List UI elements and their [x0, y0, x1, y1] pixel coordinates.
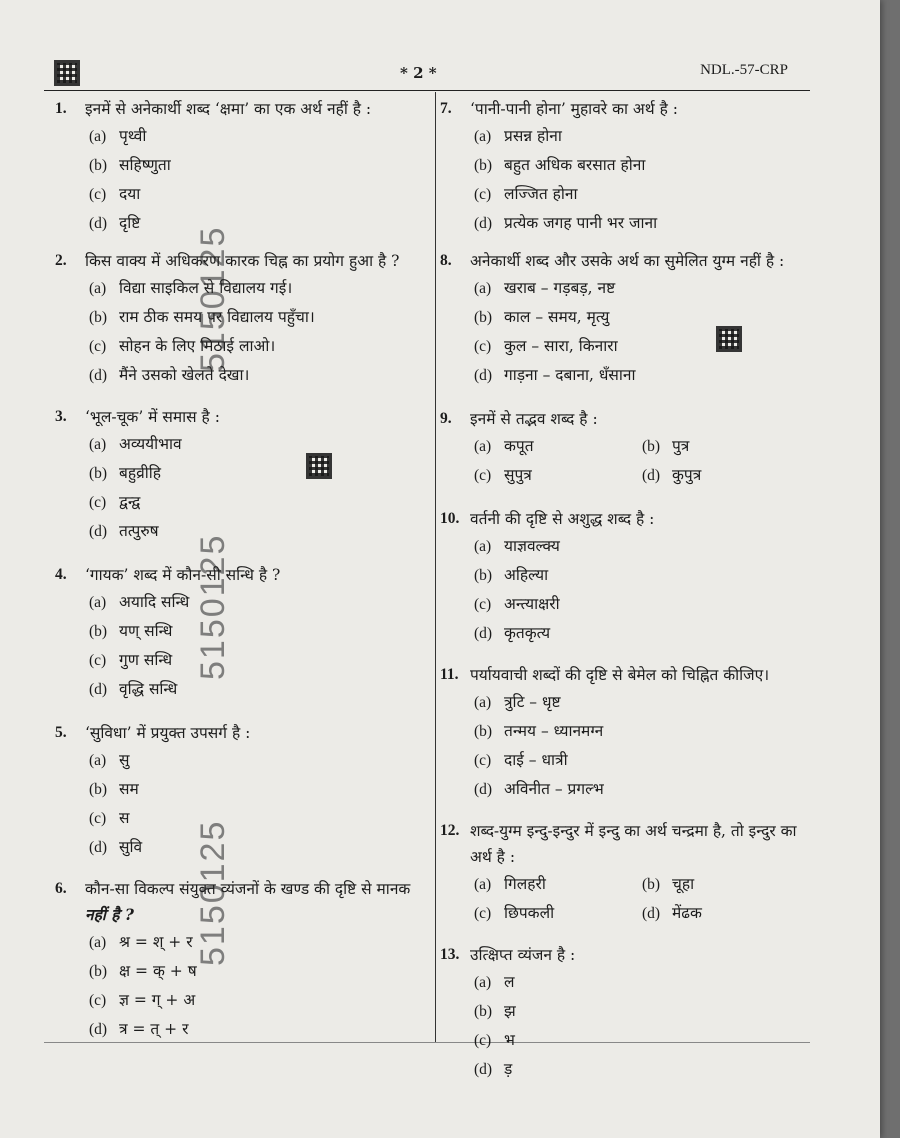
option-text: द्वन्द्व [119, 493, 141, 511]
option-list [440, 688, 810, 804]
question-block [440, 406, 810, 490]
answer-option [474, 1026, 810, 1055]
question-block [440, 506, 810, 648]
option-label: (a) [474, 876, 492, 893]
option-list [440, 870, 810, 928]
option-label: (c) [474, 596, 492, 613]
question-number: 4. [55, 566, 67, 583]
answer-option [89, 517, 427, 546]
question-line [440, 818, 810, 844]
question-number: 13. [440, 946, 460, 963]
option-label: (d) [474, 367, 493, 384]
question-block [55, 248, 427, 390]
answer-option [89, 303, 427, 332]
question-text: इनमें से अनेकार्थी शब्द ‘क्षमा’ का एक अर्थ नहीं है : [85, 100, 372, 118]
option-label: (d) [474, 781, 493, 798]
option-text: अहिल्या [504, 566, 549, 584]
option-list [440, 122, 810, 238]
answer-option [89, 746, 427, 775]
option-text: यण् सन्धि [119, 622, 173, 640]
option-text: कुपुत्र [672, 466, 702, 484]
answer-option [474, 461, 642, 490]
answer-option [474, 775, 810, 804]
option-label: (d) [89, 215, 108, 232]
option-label: (a) [89, 280, 107, 297]
answer-option [474, 432, 642, 461]
option-label: (c) [474, 905, 492, 922]
answer-option [474, 209, 810, 238]
option-label: (c) [89, 992, 107, 1009]
answer-option [474, 619, 810, 648]
qr-code-icon [54, 60, 80, 86]
answer-option [89, 430, 427, 459]
option-label: (a) [474, 438, 492, 455]
option-text: दया [119, 185, 141, 203]
serial-stamp: 5150125 [194, 819, 232, 966]
answer-option [474, 303, 810, 332]
question-block [440, 248, 810, 390]
option-text: वृद्धि सन्धि [119, 680, 178, 698]
option-label: (b) [89, 465, 108, 482]
option-text: झ [504, 1002, 516, 1020]
answer-option [89, 1015, 427, 1044]
question-text: अनेकार्थी शब्द और उसके अर्थ का सुमेलित युग्म नहीं है : [470, 252, 785, 270]
question-line [440, 96, 810, 122]
question-line [440, 662, 810, 688]
option-label: (d) [89, 1021, 108, 1038]
option-label: (d) [474, 625, 493, 642]
question-line [55, 562, 427, 588]
question-block [55, 562, 427, 704]
option-text: अन्त्याक्षरी [504, 595, 560, 613]
question-text: पर्यायवाची शब्दों की दृष्टि से बेमेल को चिह्नित कीजिए। [470, 666, 770, 684]
option-text: राम ठीक समय पर विद्यालय पहुँचा। [119, 308, 315, 326]
question-line [440, 406, 810, 432]
option-text: ड़ [504, 1060, 513, 1078]
option-text: चूहा [672, 875, 695, 893]
answer-option [89, 588, 427, 617]
option-text: भ [504, 1031, 515, 1049]
answer-option [474, 180, 810, 209]
option-text: खराब – गड़बड़, नष्ट [504, 279, 616, 297]
option-text: श्र = श् + र [119, 933, 193, 951]
option-text: त्रुटि – धृष्ट [504, 693, 561, 711]
option-text: ल [504, 973, 515, 991]
option-text: दाई – धात्री [504, 751, 568, 769]
answer-option [474, 274, 810, 303]
question-text: उत्क्षिप्त व्यंजन है : [470, 946, 576, 964]
option-text: प्रत्येक जगह पानी भर जाना [504, 214, 658, 232]
option-label: (d) [89, 523, 108, 540]
option-text: मेंढक [672, 904, 702, 922]
option-text: पुत्र [672, 437, 690, 455]
right-question-column [440, 96, 810, 1084]
option-label: (d) [642, 905, 661, 922]
option-label: (a) [474, 694, 492, 711]
option-label: (d) [642, 467, 661, 484]
answer-option [642, 870, 810, 899]
option-text: गिलहरी [504, 875, 546, 893]
option-label: (c) [89, 338, 107, 355]
question-block [55, 404, 427, 546]
option-label: (b) [474, 723, 493, 740]
option-label: (c) [474, 1032, 492, 1049]
option-label: (b) [89, 781, 108, 798]
answer-option [474, 717, 810, 746]
question-line [440, 506, 810, 532]
answer-option [89, 617, 427, 646]
option-label: (d) [89, 681, 108, 698]
question-number: 8. [440, 252, 452, 269]
option-list [55, 928, 427, 1044]
answer-option [89, 833, 427, 862]
option-text: त्र = त् + र [119, 1020, 189, 1038]
option-text: सुपुत्र [504, 466, 532, 484]
question-line [440, 942, 810, 968]
question-line [55, 96, 427, 122]
option-label: (a) [89, 934, 107, 951]
answer-option [642, 432, 810, 461]
question-block [55, 876, 427, 1044]
question-text: ‘पानी-पानी होना’ मुहावरे का अर्थ है : [470, 100, 678, 118]
question-number: 5. [55, 724, 67, 741]
option-list [440, 532, 810, 648]
answer-option [474, 561, 810, 590]
option-list [55, 430, 427, 546]
option-label: (a) [474, 280, 492, 297]
serial-stamp: 5150125 [194, 225, 232, 372]
option-text: अयादि सन्धि [119, 593, 190, 611]
option-text: तत्पुरुष [119, 522, 159, 540]
answer-option [474, 688, 810, 717]
option-label: (a) [474, 128, 492, 145]
option-label: (a) [474, 974, 492, 991]
answer-option [474, 746, 810, 775]
question-text: कौन-सा विकल्प संयुक्त व्यंजनों के खण्ड की दृष्टि से मानक [85, 880, 411, 898]
option-label: (b) [89, 623, 108, 640]
option-text: अविनीत – प्रगल्भ [504, 780, 604, 798]
header-rule [44, 90, 810, 91]
answer-option [474, 122, 810, 151]
answer-option [89, 209, 427, 238]
option-label: (c) [474, 752, 492, 769]
question-line [440, 248, 810, 274]
option-label: (b) [474, 567, 493, 584]
option-label: (b) [642, 876, 661, 893]
serial-stamp: 5150125 [194, 533, 232, 680]
option-label: (a) [89, 436, 107, 453]
question-text: वर्तनी की दृष्टि से अशुद्ध शब्द है : [470, 510, 655, 528]
option-label: (b) [474, 157, 493, 174]
answer-option [89, 775, 427, 804]
option-text: गाड़ना – दबाना, धँसाना [504, 366, 636, 384]
option-label: (a) [89, 128, 107, 145]
option-text: मैंने उसको खेलते देखा। [119, 366, 250, 384]
question-number: 2. [55, 252, 67, 269]
question-line [55, 404, 427, 430]
answer-option [474, 361, 810, 390]
option-text: काल – समय, मृत्यु [504, 308, 610, 326]
question-number: 12. [440, 822, 460, 839]
option-list [440, 432, 810, 490]
option-label: (b) [474, 1003, 493, 1020]
answer-option [89, 675, 427, 704]
question-text: किस वाक्य में अधिकरण कारक चिह्न का प्रयोग हुआ है ? [85, 252, 400, 270]
option-label: (c) [89, 652, 107, 669]
question-text-continued: नहीं है ? [85, 905, 134, 924]
option-text: छिपकली [504, 904, 555, 922]
option-list [440, 274, 810, 390]
answer-option [89, 928, 427, 957]
answer-option [474, 997, 810, 1026]
option-text: कुल – सारा, किनारा [504, 337, 618, 355]
option-text: सुवि [119, 838, 143, 856]
option-text: तन्मय – ध्यानमग्न [504, 722, 604, 740]
option-label: (c) [474, 186, 492, 203]
option-text: गुण सन्धि [119, 651, 173, 669]
option-text: याज्ञवल्क्य [504, 537, 560, 555]
option-label: (d) [89, 367, 108, 384]
option-label: (d) [474, 215, 493, 232]
option-text: सु [119, 751, 130, 769]
left-question-column [55, 96, 427, 1044]
answer-option [89, 488, 427, 517]
question-number: 1. [55, 100, 67, 117]
option-label: (b) [642, 438, 661, 455]
question-number: 9. [440, 410, 452, 427]
answer-option [474, 590, 810, 619]
question-line [55, 876, 427, 902]
question-block [440, 818, 810, 928]
question-block [440, 942, 810, 1084]
answer-option [89, 151, 427, 180]
option-label: (c) [474, 467, 492, 484]
option-text: क्ष = क् + ष [119, 962, 197, 980]
answer-option [474, 532, 810, 561]
paper-code: NDL.-57-CRP [700, 62, 788, 78]
question-block [440, 662, 810, 804]
question-line [55, 248, 427, 274]
question-text: शब्द-युग्म इन्दु-इन्दुर में इन्दु का अर्थ चन्द्रमा है, तो इन्दुर का [470, 822, 797, 840]
option-text: विद्या साइकिल से विद्यालय गई। [119, 279, 293, 297]
option-label: (c) [89, 810, 107, 827]
option-label: (b) [474, 309, 493, 326]
question-number: 6. [55, 880, 67, 897]
question-text: ‘गायक’ शब्द में कौन-सी सन्धि है ? [85, 566, 281, 584]
answer-option [89, 332, 427, 361]
answer-option [89, 986, 427, 1015]
option-label: (b) [89, 963, 108, 980]
option-list [55, 746, 427, 862]
option-label: (a) [474, 538, 492, 555]
answer-option [474, 899, 642, 928]
question-text: इनमें से तद्भव शब्द है : [470, 410, 598, 428]
question-block [440, 96, 810, 238]
option-text: दृष्टि [119, 214, 141, 232]
answer-option [89, 180, 427, 209]
option-label: (c) [89, 494, 107, 511]
option-label: (a) [89, 752, 107, 769]
option-text: बहुत अधिक बरसात होना [504, 156, 646, 174]
question-text: ‘सुविधा’ में प्रयुक्त उपसर्ग है : [85, 724, 251, 742]
answer-option [642, 899, 810, 928]
option-list [55, 588, 427, 704]
option-list [55, 122, 427, 238]
question-number: 3. [55, 408, 67, 425]
question-number: 10. [440, 510, 460, 527]
option-text: सहिष्णुता [119, 156, 171, 174]
option-text: कपूत [504, 437, 534, 455]
option-label: (c) [474, 338, 492, 355]
option-text: पृथ्वी [119, 127, 147, 145]
option-label: (d) [89, 839, 108, 856]
answer-option [474, 1055, 810, 1084]
option-text: अव्ययीभाव [119, 435, 182, 453]
answer-option [474, 151, 810, 180]
answer-option [89, 361, 427, 390]
question-number: 11. [440, 666, 459, 683]
answer-option [89, 459, 427, 488]
option-label: (a) [89, 594, 107, 611]
page-number: * 2 * [400, 64, 437, 82]
column-divider [435, 92, 436, 1042]
question-line [55, 720, 427, 746]
question-number: 7. [440, 100, 452, 117]
answer-option [89, 122, 427, 151]
option-text: ज्ञ = ग् + अ [119, 991, 196, 1009]
answer-option [474, 332, 810, 361]
answer-option [474, 968, 810, 997]
option-text: बहुव्रीहि [119, 464, 161, 482]
question-text: ‘भूल-चूक’ में समास है : [85, 408, 220, 426]
option-text: प्रसन्न होना [504, 127, 562, 145]
question-block [55, 720, 427, 862]
answer-option [642, 461, 810, 490]
option-label: (d) [474, 1061, 493, 1078]
answer-option [89, 646, 427, 675]
question-text-continued: अर्थ है : [470, 848, 516, 866]
option-text: लज्जित होना [504, 185, 578, 203]
answer-option [89, 957, 427, 986]
question-block [55, 96, 427, 238]
option-label: (b) [89, 157, 108, 174]
answer-option [474, 870, 642, 899]
option-label: (b) [89, 309, 108, 326]
option-text: स [119, 809, 130, 827]
option-label: (c) [89, 186, 107, 203]
answer-option [89, 804, 427, 833]
option-list [440, 968, 810, 1084]
option-text: कृतकृत्य [504, 624, 551, 642]
option-list [55, 274, 427, 390]
answer-option [89, 274, 427, 303]
option-text: सम [119, 780, 139, 798]
option-text: सोहन के लिए मिठाई लाओ। [119, 337, 276, 355]
